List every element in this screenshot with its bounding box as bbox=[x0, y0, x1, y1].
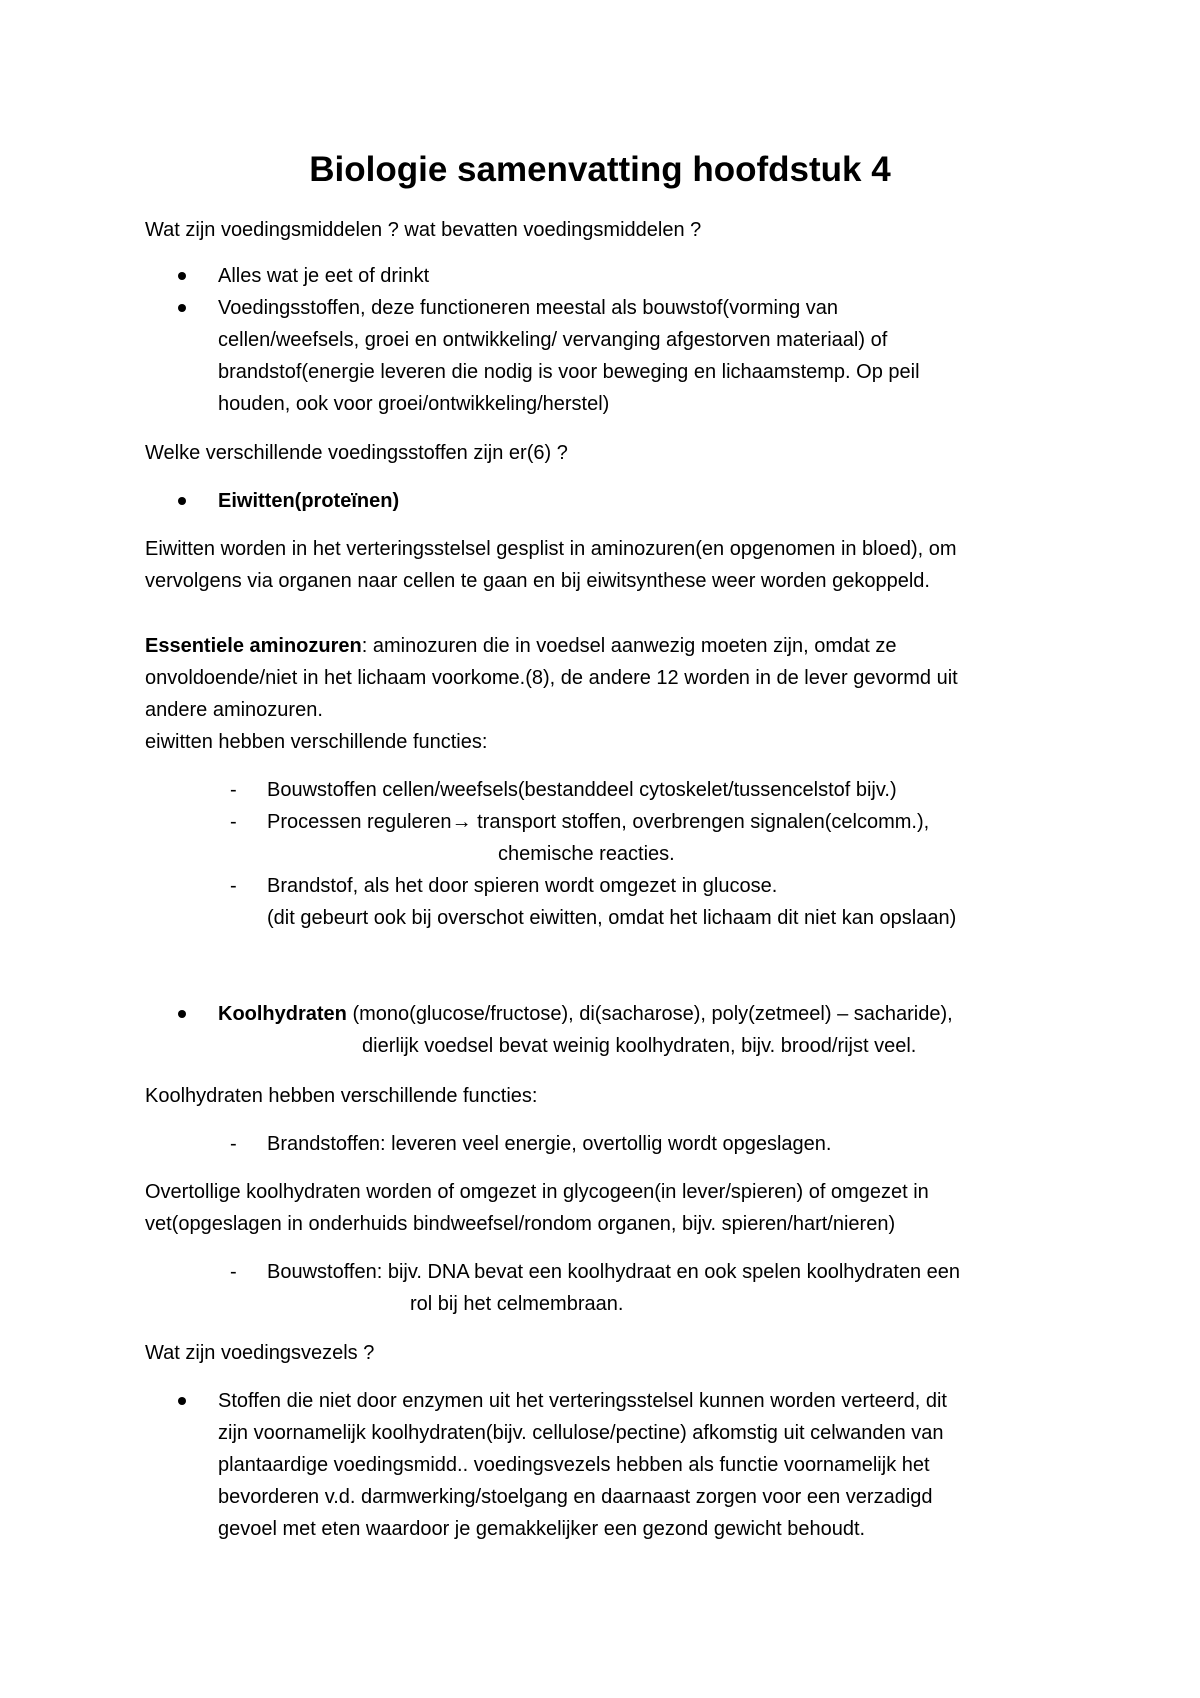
essentiele-line-2: onvoldoende/niet in het lichaam voorkome.(8), de andere 12 worden in de lever gevormd uit bbox=[145, 667, 958, 689]
eiwit-functie-processen: Processen reguleren→ transport stoffen, overbrengen signalen(celcomm.), bbox=[267, 811, 930, 833]
vezels-line-3: plantaardige voedingsmidd.. voedingsvezels hebben als functie voornamelijk het bbox=[218, 1454, 930, 1476]
eiwit-functie-brandstof-note: (dit gebeurt ook bij overschot eiwitten, omdat het lichaam dit niet kan opslaan) bbox=[267, 907, 957, 929]
bullet-text-voedingsstoffen-1: Voedingsstoffen, deze functioneren meestal als bouwstof(vorming van bbox=[218, 297, 838, 319]
vezels-line-5: gevoel met eten waardoor je gemakkelijker een gezond gewicht behoudt. bbox=[218, 1518, 866, 1540]
question-voedingsvezels: Wat zijn voedingsvezels ? bbox=[145, 1342, 375, 1364]
heading-eiwitten: Eiwitten(proteïnen) bbox=[218, 490, 400, 512]
dash-marker: - bbox=[230, 1261, 237, 1283]
vezels-line-4: bevorderen v.d. darmwerking/stoelgang en daarnaast zorgen voor een verzadigd bbox=[218, 1486, 933, 1508]
bullet-text-alles: Alles wat je eet of drinkt bbox=[218, 265, 430, 287]
dash-marker: - bbox=[230, 1133, 237, 1155]
bullet-icon bbox=[178, 292, 188, 312]
dash-marker: - bbox=[230, 779, 237, 801]
koolhydraten-functie-bouwstoffen-cont: rol bij het celmembraan. bbox=[410, 1293, 624, 1315]
overtollig-line-1: Overtollige koolhydraten worden of omgezet in glycogeen(in lever/spieren) of omgezet in bbox=[145, 1181, 929, 1203]
bullet-text-voedingsstoffen-4: houden, ook voor groei/ontwikkeling/herstel) bbox=[218, 393, 610, 415]
bullet-text-voedingsstoffen-2: cellen/weefsels, groei en ontwikkeling/ vervanging afgestorven materiaal) of bbox=[218, 329, 888, 351]
eiwit-functie-brandstof: Brandstof, als het door spieren wordt omgezet in glucose. bbox=[267, 875, 778, 897]
koolhydraten-functies-intro: Koolhydraten hebben verschillende functies: bbox=[145, 1085, 538, 1107]
essentiele-line-1: Essentiele aminozuren: aminozuren die in voedsel aanwezig moeten zijn, omdat ze bbox=[145, 635, 897, 657]
koolhydraten-functie-brandstoffen: Brandstoffen: leveren veel energie, overtollig wordt opgeslagen. bbox=[267, 1133, 832, 1155]
vezels-line-1: Stoffen die niet door enzymen uit het verteringsstelsel kunnen worden verteerd, dit bbox=[218, 1390, 947, 1412]
essentiele-line-3: andere aminozuren. bbox=[145, 699, 323, 721]
bullet-icon bbox=[178, 998, 188, 1018]
page-title: Biologie samenvatting hoofdstuk 4 bbox=[309, 150, 891, 189]
bullet-text-voedingsstoffen-3: brandstof(energie leveren die nodig is voor beweging en lichaamstemp. Op peil bbox=[218, 361, 920, 383]
eiwitten-para-2: vervolgens via organen naar cellen te gaan en bij eiwitsynthese weer worden gekoppeld. bbox=[145, 570, 930, 592]
koolhydraten-functie-bouwstoffen: Bouwstoffen: bijv. DNA bevat een koolhydraat en ook spelen koolhydraten een bbox=[267, 1261, 961, 1283]
vezels-line-2: zijn voornamelijk koolhydraten(bijv. cellulose/pectine) afkomstig uit celwanden van bbox=[218, 1422, 944, 1444]
eiwit-functies-intro: eiwitten hebben verschillende functies: bbox=[145, 731, 488, 753]
bullet-icon bbox=[178, 1385, 188, 1405]
dash-marker: - bbox=[230, 875, 237, 897]
dash-marker: - bbox=[230, 811, 237, 833]
question-voedingsstoffen: Welke verschillende voedingsstoffen zijn er(6) ? bbox=[145, 442, 568, 464]
koolhydraten-line-2: dierlijk voedsel bevat weinig koolhydraten, bijv. brood/rijst veel. bbox=[362, 1035, 917, 1057]
koolhydraten-line-1: Koolhydraten (mono(glucose/fructose), di(sacharose), poly(zetmeel) – sacharide), bbox=[218, 1003, 953, 1025]
bullet-icon bbox=[178, 260, 188, 280]
overtollig-line-2: vet(opgeslagen in onderhuids bindweefsel/rondom organen, bijv. spieren/hart/nieren) bbox=[145, 1213, 896, 1235]
question-voedingsmiddelen: Wat zijn voedingsmiddelen ? wat bevatten voedingsmiddelen ? bbox=[145, 219, 702, 241]
eiwit-functie-processen-cont: chemische reacties. bbox=[498, 843, 675, 865]
eiwitten-para-1: Eiwitten worden in het verteringsstelsel gesplist in aminozuren(en opgenomen in bloed), om bbox=[145, 538, 957, 560]
arrow-right-icon: → bbox=[451, 811, 472, 833]
bullet-icon bbox=[178, 485, 188, 505]
eiwit-functie-bouwstoffen: Bouwstoffen cellen/weefsels(bestanddeel cytoskelet/tussencelstof bijv.) bbox=[267, 779, 897, 801]
